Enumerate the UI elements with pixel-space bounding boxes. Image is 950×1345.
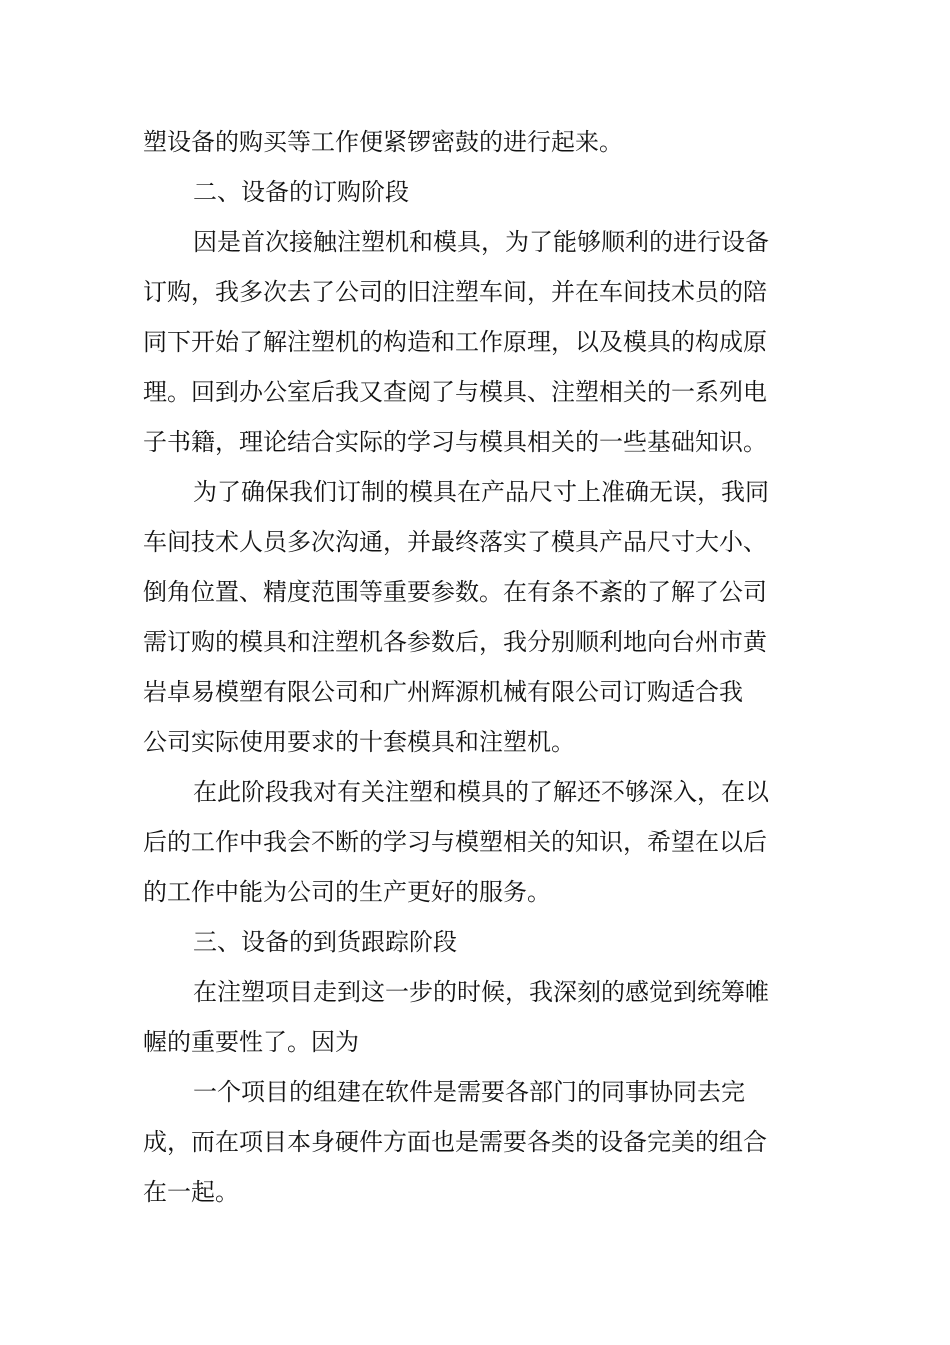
text-line: 后的工作中我会不断的学习与模塑相关的知识，希望在以后 [143, 828, 767, 856]
text-line: 子书籍，理论结合实际的学习与模具相关的一些基础知识。 [143, 428, 767, 456]
text-line: 幄的重要性了。因为 [143, 1028, 359, 1056]
text-line: 在此阶段我对有关注塑和模具的了解还不够深入，在以 [193, 778, 769, 806]
text-line: 在一起。 [143, 1178, 239, 1206]
text-line: 岩卓易模塑有限公司和广州辉源机械有限公司订购适合我 [143, 678, 743, 706]
text-line: 倒角位置、精度范围等重要参数。在有条不紊的了解了公司 [143, 578, 767, 606]
text-line: 需订购的模具和注塑机各参数后，我分别顺利地向台州市黄 [143, 628, 767, 656]
text-line: 同下开始了解注塑机的构造和工作原理，以及模具的构成原 [143, 328, 767, 356]
text-line: 订购，我多次去了公司的旧注塑车间，并在车间技术员的陪 [143, 278, 767, 306]
text-line: 理。回到办公室后我又查阅了与模具、注塑相关的一系列电 [143, 378, 767, 406]
text-line: 一个项目的组建在软件是需要各部门的同事协同去完 [193, 1078, 745, 1106]
text-line: 塑设备的购买等工作便紧锣密鼓的进行起来。 [143, 128, 623, 156]
section-heading: 二、设备的订购阶段 [193, 178, 409, 206]
text-line: 成，而在项目本身硬件方面也是需要各类的设备完美的组合 [143, 1128, 767, 1156]
section-heading: 三、设备的到货跟踪阶段 [193, 928, 457, 956]
text-line: 因是首次接触注塑机和模具，为了能够顺利的进行设备 [193, 228, 769, 256]
text-line: 为了确保我们订制的模具在产品尺寸上准确无误，我同 [193, 478, 769, 506]
text-line: 在注塑项目走到这一步的时候，我深刻的感觉到统筹帷 [193, 978, 769, 1006]
text-line: 公司实际使用要求的十套模具和注塑机。 [143, 728, 575, 756]
text-line: 车间技术人员多次沟通，并最终落实了模具产品尺寸大小、 [143, 528, 767, 556]
text-line: 的工作中能为公司的生产更好的服务。 [143, 878, 551, 906]
